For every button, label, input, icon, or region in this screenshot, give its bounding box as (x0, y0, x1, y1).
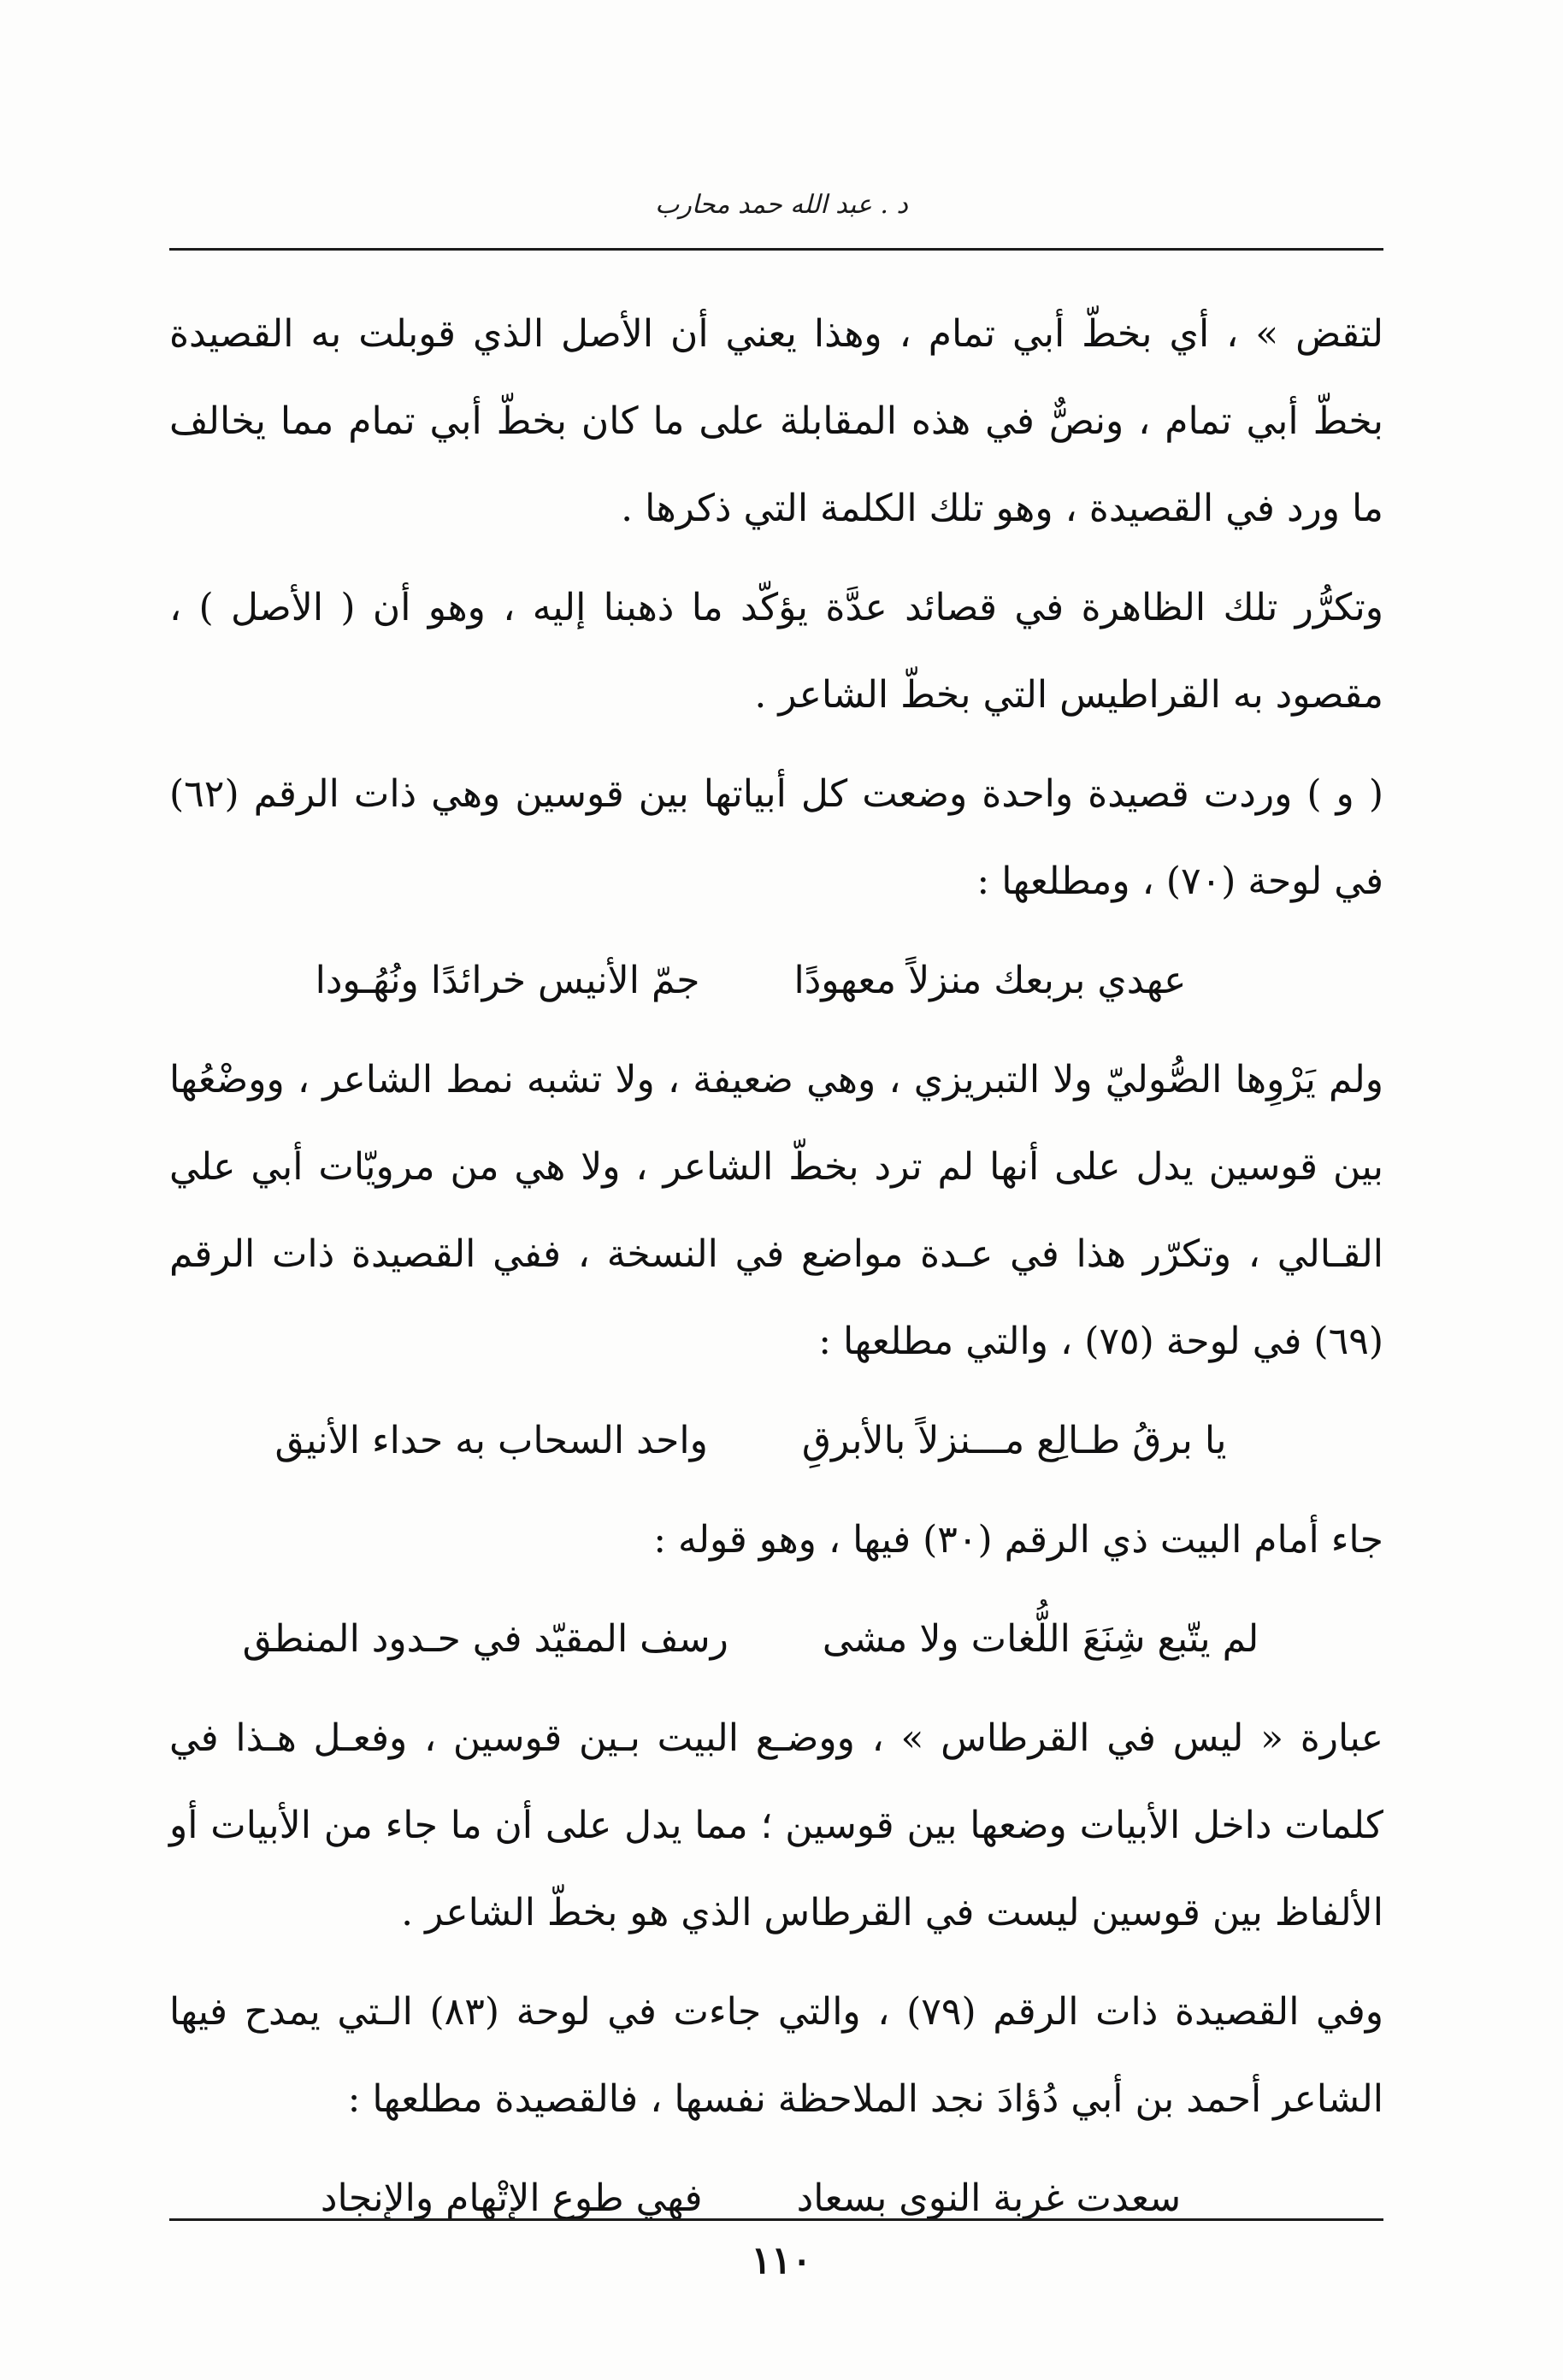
verse-1-first-hemistich: عهدي بربعك منزلاً معهودًا (793, 959, 1187, 1002)
verse-line-2 (169, 1397, 1383, 1485)
verse-2-second-hemistich: واحد السحاب به حداء الأنيق (274, 1419, 708, 1462)
verse-2-first-hemistich: يا برقُ طـالِع مـــنزلاً بالأبرقِ (801, 1419, 1227, 1462)
verse-line-3 (169, 1596, 1383, 1683)
body-text (169, 291, 1383, 2254)
verse-line-4 (169, 2155, 1383, 2242)
paragraph-4: ولم يَرْوِها الصُّوليّ ولا التبريزي ، وهي ضعيفة ، ولا تشبه نمط الشاعر ، ووضْعُها بين قوسين يدل على أنها لم ترد بخطّ الشاعر ، ولا هي من مرويّات أبي علي القـالي ، وتكرّر هذا في عـدة مواضع في النسخة ، ففي القصيدة ذات الرقم (٦٩) في لوحة (٧٥) ، والتي مطلعها : (169, 1058, 1383, 1363)
paragraph-1: لتقض » ، أي بخطّ أبي تمام ، وهذا يعني أن الأصل الذي قوبلت به القصيدة بخطّ أبي تمام ، ونصٌّ في هذه المقابلة على ما كان بخطّ أبي تمام مما يخالف ما ورد في القصيدة ، وهو تلك الكلمة التي ذكرها . (169, 312, 1383, 530)
verse-4-second-hemistich: فهي طوع الإتْهام والإنجاد (320, 2176, 703, 2220)
verse-4-first-hemistich: سعدت غربة النوى بسعاد (796, 2176, 1182, 2220)
paragraph-2: وتكرُّر تلك الظاهرة في قصائد عدَّة يؤكّد ما ذهبنا إليه ، وهو أن ( الأصل ) ، مقصود به القراطيس التي بخطّ الشاعر . (169, 586, 1383, 717)
verse-1-second-hemistich: جمّ الأنيس خرائدًا ونُهُـودا (315, 959, 700, 1002)
footer-rule (169, 2218, 1383, 2221)
page-number: ١١٠ (751, 2239, 812, 2283)
paragraph-7: وفي القصيدة ذات الرقم (٧٩) ، والتي جاءت في لوحة (٨٣) الـتي يمدح فيها الشاعر أحمد بن أبي دُؤادَ نجد الملاحظة نفسها ، فالقصيدة مطلعها : (169, 1990, 1383, 2121)
header-rule (169, 248, 1383, 251)
paragraph-3: ( و ) وردت قصيدة واحدة وضعت كل أبياتها بين قوسين وهي ذات الرقم (٦٢) في لوحة (٧٠) ، ومطلعها : (169, 772, 1383, 903)
verse-3-first-hemistich: لم يتّبع شِنَعَ اللُّغات ولا مشى (822, 1617, 1259, 1661)
paragraph-6: عبارة « ليس في القرطاس » ، ووضـع البيت بـين قوسين ، وفعـل هـذا في كلمات داخل الأبيات وضعها بين قوسين ؛ مما يدل على أن ما جاء من الأبيات أو الألفاظ بين قوسين ليست في القرطاس الذي هو بخطّ الشاعر . (169, 1716, 1383, 1934)
verse-3-second-hemistich: رسف المقيّد في حـدود المنطق (242, 1617, 728, 1661)
running-head: د . عبد الله حمد محارب (655, 190, 908, 220)
paragraph-5: جاء أمام البيت ذي الرقم (٣٠) فيها ، وهو قوله : (653, 1518, 1383, 1562)
verse-line-1 (169, 937, 1383, 1025)
